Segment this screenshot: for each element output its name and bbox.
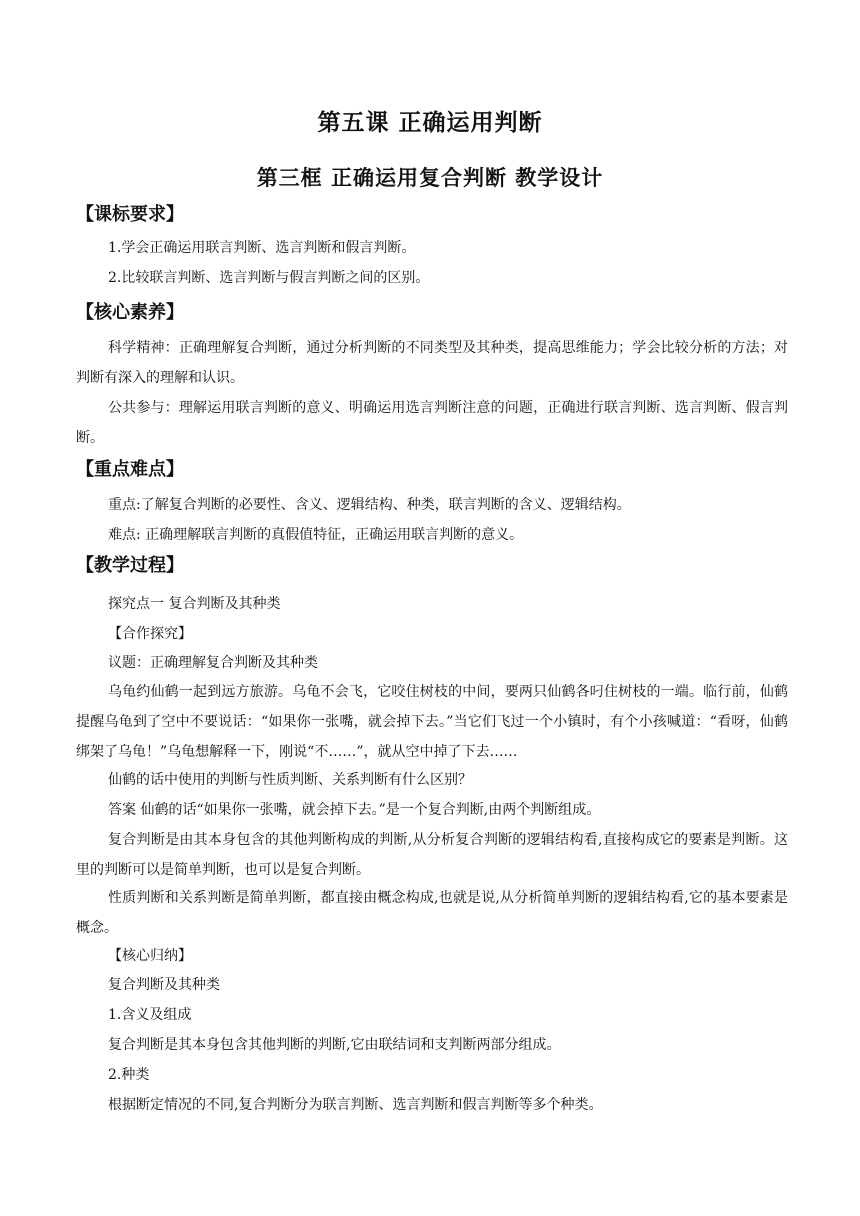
process-summary-label: 【核心归纳】 [108, 948, 192, 964]
section-heading-literacy: 【核心素养】 [76, 302, 184, 323]
literacy-item-science: 科学精神：正确理解复合判断，通过分析判断的不同类型及其种类，提高思维能力；学会比较分析的方法；对判断有深入的理解和认识。 [76, 340, 788, 386]
section-heading-keypoints: 【重点难点】 [76, 459, 184, 480]
process-simple-definition: 性质判断和关系判断是简单判断，都直接由概念构成,也就是说,从分析简单判断的逻辑结构看,它的基本要素是概念。 [76, 890, 788, 936]
standards-item-1: 1.学会正确运用联言判断、选言判断和假言判断。 [108, 240, 416, 256]
page-subtitle: 第三框 正确运用复合判断 教学设计 [256, 166, 604, 190]
process-meaning-text: 复合判断是其本身包含其他判断的判断,它由联结词和支判断两部分组成。 [108, 1037, 561, 1053]
process-compound-definition: 复合判断是由其本身包含的其他判断构成的判断,从分析复合判断的逻辑结构看,直接构成它的要素是判断。这里的判断可以是简单判断，也可以是复合判断。 [76, 832, 788, 878]
keypoint-item-difficulty: 难点: 正确理解联言判断的真假值特征，正确运用联言判断的意义。 [108, 527, 524, 543]
section-heading-process: 【教学过程】 [76, 555, 184, 576]
process-summary-topic: 复合判断及其种类 [108, 977, 220, 993]
section-heading-standards: 【课标要求】 [76, 204, 184, 225]
process-meaning-heading: 1.含义及组成 [108, 1007, 192, 1023]
process-types-text: 根据断定情况的不同,复合判断分为联言判断、选言判断和假言判断等多个种类。 [108, 1097, 603, 1113]
process-types-heading: 2.种类 [108, 1067, 150, 1083]
process-story: 乌龟约仙鹤一起到远方旅游。乌龟不会飞，它咬住树枝的中间，要两只仙鹤各叼住树枝的一端。临行前，仙鹤提醒乌龟到了空中不要说话：“如果你一张嘴，就会掉下去。”当它们飞过一个小镇时，有个小孩喊道：“看呀，仙鹤绑架了乌龟！”乌龟想解释一下，刚说“不……”，就从空中掉了下去…… [76, 684, 788, 760]
page-title: 第五课 正确运用判断 [317, 110, 543, 136]
process-explore-point: 探究点一 复合判断及其种类 [108, 596, 281, 612]
keypoint-item-focus: 重点:了解复合判断的必要性、含义、逻辑结构、种类，联言判断的含义、逻辑结构。 [108, 497, 631, 513]
process-answer: 答案 仙鹤的话“如果你一张嘴，就会掉下去。”是一个复合判断,由两个判断组成。 [108, 802, 601, 818]
process-cooperate-label: 【合作探究】 [108, 626, 192, 642]
process-topic: 议题：正确理解复合判断及其种类 [108, 655, 318, 671]
standards-item-2: 2.比较联言判断、选言判断与假言判断之间的区别。 [108, 270, 430, 286]
literacy-item-public: 公共参与：理解运用联言判断的意义、明确运用选言判断注意的问题，正确进行联言判断、选言判断、假言判断。 [76, 400, 788, 446]
process-question: 仙鹤的话中使用的判断与性质判断、关系判断有什么区别？ [108, 772, 472, 788]
